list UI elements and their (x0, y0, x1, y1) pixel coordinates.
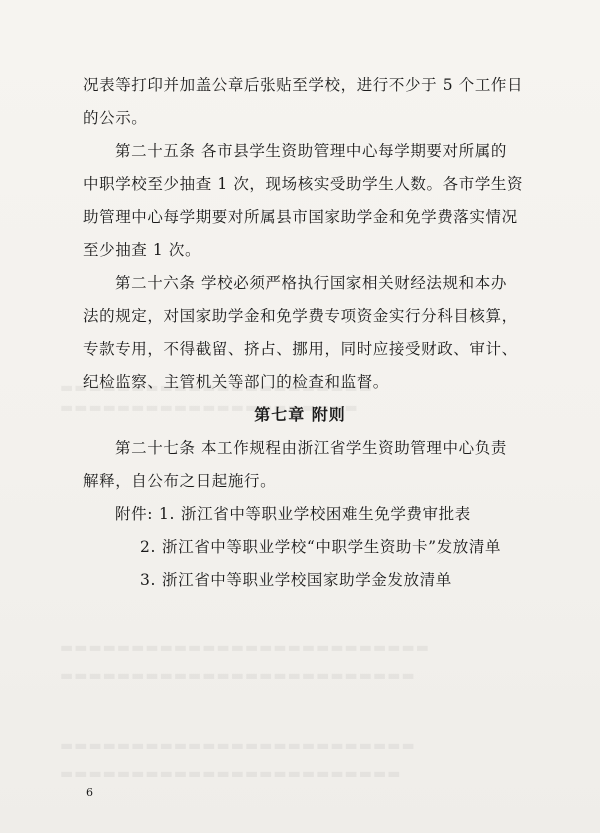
attachment-number: 1. (159, 505, 176, 523)
article-25-line: 助管理中心每学期要对所属县市国家助学金和免学费落实情况 (83, 208, 518, 226)
bleed-through-shadow (60, 766, 401, 782)
attachment-number: 2. (140, 538, 156, 556)
attachment-title: 浙江省中等职业学校困难生免学费审批表 (181, 505, 471, 523)
article-25-line: 第二十五条 各市县学生资助管理中心每学期要对所属的 (115, 142, 507, 160)
page-number: 6 (86, 786, 93, 799)
bleed-through-shadow (60, 668, 416, 684)
attachment-item (134, 570, 452, 590)
article-26-line: 第二十六条 学校必须严格执行国家相关财经法规和本办 (115, 274, 507, 292)
attachments-label: 附件: (115, 505, 154, 523)
article-27-line: 解释，自公布之日起施行。 (83, 472, 277, 490)
article-26-line: 专款专用，不得截留、挤占、挪用，同时应接受财政、审计、 (83, 340, 518, 358)
chapter-heading: 第七章 附则 (254, 405, 346, 424)
article-26-line: 法的规定，对国家助学金和免学费专项资金实行分科目核算， (83, 307, 518, 325)
article-25-line: 中职学校至少抽查 1 次，现场核实受助学生人数。各市学生资 (83, 175, 524, 193)
attachment-item (115, 504, 471, 524)
attachment-number: 3. (140, 571, 156, 589)
attachment-title: 浙江省中等职业学校“中职学生资助卡”发放清单 (162, 538, 502, 556)
attachment-title: 浙江省中等职业学校国家助学金发放清单 (162, 571, 452, 589)
article-25-line: 至少抽查 1 次。 (83, 241, 202, 259)
bleed-through-shadow (60, 738, 416, 754)
attachment-item (134, 537, 501, 557)
article-26-line: 纪检监察、主管机关等部门的检查和监督。 (83, 373, 389, 391)
article-27-line: 第二十七条 本工作规程由浙江省学生资助管理中心负责 (115, 439, 507, 457)
body-line: 的公示。 (83, 109, 148, 127)
bleed-through-shadow (60, 640, 430, 656)
body-line: 况表等打印并加盖公章后张贴至学校，进行不少于 5 个工作日 (83, 76, 524, 94)
